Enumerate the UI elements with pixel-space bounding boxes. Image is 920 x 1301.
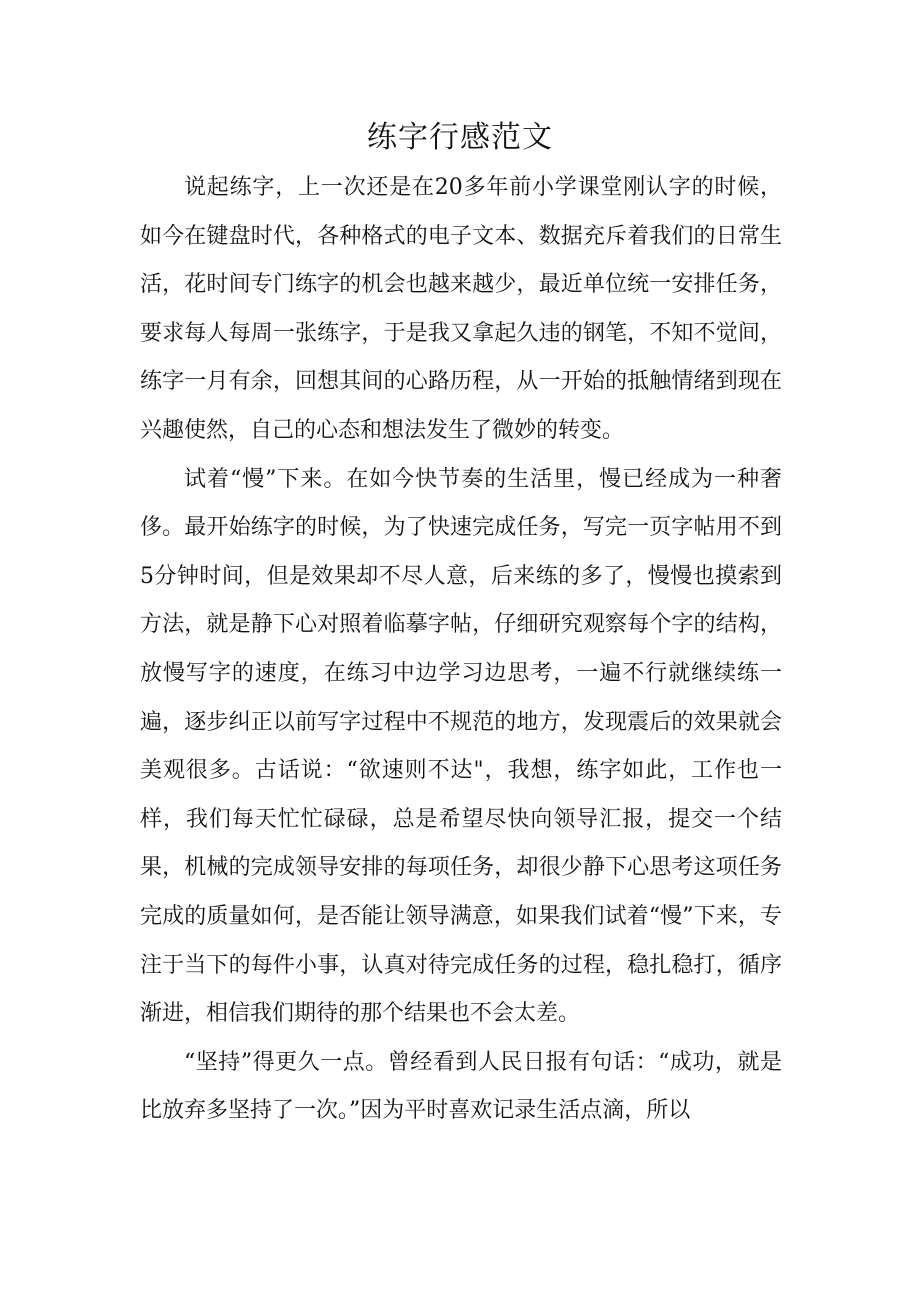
paragraph-3: “坚持”得更久一点。曾经看到人民日报有句话：“成功，就是比放弃多坚持了一次。”因为平时喜欢记录生活点滴，所以 [140,1049,782,1124]
document-title: 练字行感范文 [367,120,553,155]
paragraph-2: 试着“慢”下来。在如今快节奏的生活里，慢已经成为一种奢侈。最开始练字的时候，为了快速完成任务，写完一页字帖用不到5分钟时间，但是效果却不尽人意，后来练的多了，慢慢也摸索到方法，就是静下心对照着临摹字帖，仔细研究观察每个字的结构，放慢写字的速度，在练习中边学习边思考，一遍不行就继续练一遍，逐步纠正以前写字过程中不规范的地方，发现震后的效果就会美观很多。古话说：“欲速则不达"，我想，练字如此，工作也一样，我们每天忙忙碌碌，总是希望尽快向领导汇报，提交一个结果，机械的完成领导安排的每项任务，却很少静下心思考这项任务完成的质量如何，是否能让领导满意，如果我们试着“慢”下来，专注于当下的每件小事，认真对待完成任务的过程，稳扎稳打，循序渐进，相信我们期待的那个结果也不会太差。 [140,466,782,1027]
paragraph-1: 说起练字，上一次还是在20多年前小学课堂刚认字的时候，如今在键盘时代，各种格式的电子文本、数据充斥着我们的日常生活，花时间专门练字的机会也越来越少，最近单位统一安排任务，要求每人每周一张练字，于是我又拿起久违的钢笔，不知不觉间，练字一月有余，回想其间的心路历程，从一开始的抵触情绪到现在兴趣使然，自己的心态和想法发生了微妙的转变。 [140,175,782,443]
document-body [140,164,782,1136]
